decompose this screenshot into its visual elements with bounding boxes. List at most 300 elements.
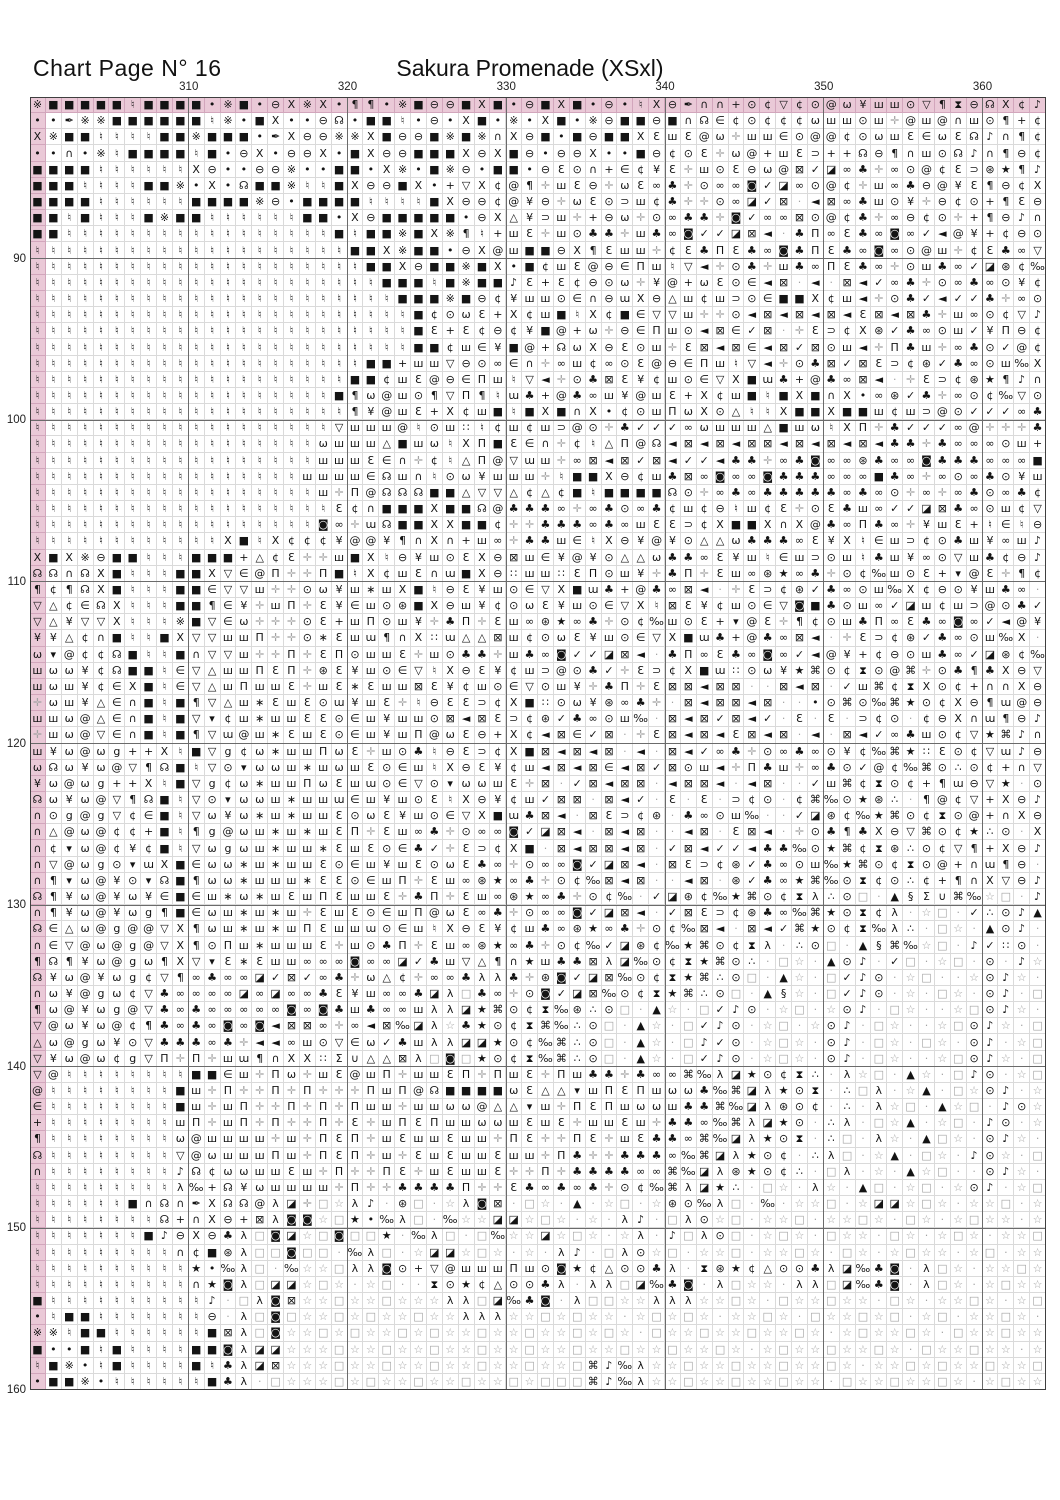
grid-cell: Ɛ <box>332 501 348 517</box>
grid-cell: ★ <box>379 1228 395 1244</box>
grid-cell: ♮ <box>379 339 395 355</box>
grid-cell: □ <box>824 986 840 1002</box>
grid-cell: ✓ <box>760 194 776 210</box>
grid-cell: Π <box>332 1164 348 1180</box>
grid-cell: @ <box>94 824 110 840</box>
grid-cell: ɯ <box>697 630 713 646</box>
grid-cell: λ <box>236 1261 252 1277</box>
grid-cell: ♣ <box>411 986 427 1002</box>
grid-cell: ш <box>856 501 872 517</box>
grid-cell: ¥ <box>840 744 856 760</box>
grid-cell: ш <box>427 1164 443 1180</box>
grid-cell: ⌘ <box>729 1115 745 1131</box>
grid-cell: ♮ <box>189 453 205 469</box>
grid-cell: ✓ <box>379 1034 395 1050</box>
grid-cell: ■ <box>30 162 46 178</box>
grid-cell: λ <box>570 1293 586 1309</box>
grid-cell: □ <box>887 1228 903 1244</box>
grid-cell: ⊙ <box>411 388 427 404</box>
grid-cell: □ <box>919 1196 935 1212</box>
grid-cell: ■ <box>554 113 570 129</box>
grid-cell: ⊛ <box>633 937 649 953</box>
grid-cell: △ <box>602 1261 618 1277</box>
grid-cell: ш <box>221 1099 237 1115</box>
grid-cell: ■ <box>189 113 205 129</box>
grid-cell: □ <box>348 1325 364 1341</box>
grid-cell: ⊠ <box>760 695 776 711</box>
grid-cell: ⊙ <box>649 210 665 226</box>
grid-cell: @ <box>808 372 824 388</box>
grid-cell: ¢ <box>379 566 395 582</box>
grid-cell: ★ <box>554 614 570 630</box>
grid-cell: ✓ <box>951 291 967 307</box>
grid-cell: ⊙ <box>602 275 618 291</box>
grid-cell: ♮ <box>173 388 189 404</box>
grid-cell: ⊛ <box>998 259 1014 275</box>
grid-cell: ▽ <box>967 792 983 808</box>
grid-cell: ♮ <box>30 388 46 404</box>
grid-cell: ⊙ <box>729 970 745 986</box>
grid-cell: + <box>332 614 348 630</box>
grid-cell: ■ <box>157 178 173 194</box>
grid-cell: ✛ <box>411 873 427 889</box>
grid-cell: ⊠ <box>633 760 649 776</box>
grid-cell: ¢ <box>427 453 443 469</box>
grid-cell: ω <box>109 970 125 986</box>
grid-cell: λ <box>236 1245 252 1261</box>
grid-cell: ☆ <box>760 1342 776 1358</box>
grid-cell: · <box>951 1245 967 1261</box>
grid-cell: • <box>443 113 459 129</box>
grid-cell: ш <box>506 420 522 436</box>
grid-cell: ✛ <box>395 1148 411 1164</box>
grid-cell: ♪ <box>713 1018 729 1034</box>
grid-cell: λ <box>760 1083 776 1099</box>
grid-cell: ⊖ <box>427 113 443 129</box>
grid-cell: ☆ <box>951 921 967 937</box>
grid-cell: • <box>30 145 46 161</box>
grid-cell: □ <box>395 1325 411 1341</box>
grid-cell: ♪ <box>1014 210 1030 226</box>
grid-cell: ☆ <box>1030 1099 1046 1115</box>
grid-cell: ■ <box>411 501 427 517</box>
grid-cell: · <box>760 1293 776 1309</box>
grid-cell: ¥ <box>729 550 745 566</box>
grid-cell: ✛ <box>395 1099 411 1115</box>
grid-cell: ш <box>665 1099 681 1115</box>
grid-cell: ✛ <box>602 1148 618 1164</box>
grid-cell: λ <box>490 970 506 986</box>
grid-cell: ⊠ <box>729 679 745 695</box>
grid-cell: ♣ <box>506 501 522 517</box>
grid-cell: Ɛ <box>554 1115 570 1131</box>
grid-cell: · <box>713 824 729 840</box>
grid-cell: ⌘ <box>665 1180 681 1196</box>
grid-cell: ◄ <box>363 1018 379 1034</box>
grid-cell: ш <box>935 242 951 258</box>
grid-cell: Ɛ <box>316 647 332 663</box>
grid-cell: ¢ <box>919 808 935 824</box>
grid-cell: ⌘ <box>538 1018 554 1034</box>
grid-cell: □ <box>776 954 792 970</box>
grid-cell: ■ <box>395 436 411 452</box>
grid-cell: ✓ <box>713 226 729 242</box>
grid-cell: ¢ <box>713 388 729 404</box>
grid-cell: ∈ <box>443 808 459 824</box>
grid-cell: ☊ <box>379 517 395 533</box>
stitch-grid-area <box>30 97 1046 1390</box>
grid-cell: ¢ <box>760 113 776 129</box>
grid-cell: λ <box>840 1067 856 1083</box>
grid-cell: ш <box>316 824 332 840</box>
grid-cell: · <box>570 1212 586 1228</box>
grid-cell: ¢ <box>109 840 125 856</box>
grid-cell: ♮ <box>141 339 157 355</box>
grid-cell: X <box>586 404 602 420</box>
grid-cell: ш <box>840 113 856 129</box>
grid-cell: ♣ <box>967 453 983 469</box>
grid-cell: ♮ <box>125 226 141 242</box>
grid-cell: ⧗ <box>792 1067 808 1083</box>
grid-cell: Π <box>221 1083 237 1099</box>
grid-cell: □ <box>729 1293 745 1309</box>
grid-cell: ♮ <box>363 323 379 339</box>
grid-cell: · <box>744 1245 760 1261</box>
grid-cell: ¢ <box>490 598 506 614</box>
grid-cell: ¢ <box>522 1002 538 1018</box>
grid-cell: ♮ <box>363 275 379 291</box>
grid-cell: Ɛ <box>856 630 872 646</box>
grid-cell: ♮ <box>252 259 268 275</box>
grid-cell: g <box>94 776 110 792</box>
grid-cell: ♮ <box>141 582 157 598</box>
grid-cell: ♮ <box>125 275 141 291</box>
grid-cell: ♮ <box>125 517 141 533</box>
grid-cell: ★ <box>522 954 538 970</box>
grid-cell: ♮ <box>157 1342 173 1358</box>
grid-cell: ♣ <box>744 533 760 549</box>
grid-cell: ◄ <box>633 857 649 873</box>
grid-cell: ⊃ <box>967 598 983 614</box>
grid-cell: ♮ <box>62 323 78 339</box>
grid-cell: ω <box>46 1002 62 1018</box>
grid-cell: @ <box>125 921 141 937</box>
grid-cell: ♣ <box>776 372 792 388</box>
grid-cell: X <box>1014 630 1030 646</box>
grid-cell: ω <box>363 388 379 404</box>
grid-cell: ♮ <box>173 1277 189 1293</box>
grid-cell: · <box>935 970 951 986</box>
grid-cell: ш <box>697 760 713 776</box>
grid-cell: · <box>903 1051 919 1067</box>
grid-cell: ■ <box>348 145 364 161</box>
grid-cell: Ɛ <box>713 550 729 566</box>
grid-cell: · <box>760 679 776 695</box>
grid-cell: ⌘ <box>713 1099 729 1115</box>
grid-cell: Ɛ <box>729 727 745 743</box>
grid-cell: ω <box>586 323 602 339</box>
grid-cell: ¢ <box>617 404 633 420</box>
grid-cell: ¢ <box>125 1018 141 1034</box>
grid-cell: ☊ <box>30 921 46 937</box>
grid-cell: ♮ <box>363 339 379 355</box>
grid-cell: @ <box>744 145 760 161</box>
grid-cell: ω <box>46 695 62 711</box>
grid-cell: ♮ <box>570 307 586 323</box>
grid-cell: ◙ <box>316 517 332 533</box>
grid-cell: ∞ <box>570 1180 586 1196</box>
grid-cell: ш <box>570 1067 586 1083</box>
grid-cell: □ <box>332 1261 348 1277</box>
grid-cell: ⊙ <box>808 937 824 953</box>
grid-cell: ♮ <box>141 259 157 275</box>
grid-cell: ♮ <box>284 275 300 291</box>
grid-cell: ✓ <box>887 598 903 614</box>
grid-cell: @ <box>141 921 157 937</box>
grid-cell: □ <box>538 1212 554 1228</box>
grid-cell: ∗ <box>252 889 268 905</box>
grid-cell: ш <box>459 598 475 614</box>
grid-cell: ∞ <box>602 356 618 372</box>
grid-cell: Π <box>395 937 411 953</box>
grid-cell: ♮ <box>46 1083 62 1099</box>
grid-cell: ⊖ <box>411 259 427 275</box>
grid-cell: ∞ <box>665 582 681 598</box>
grid-cell: + <box>856 647 872 663</box>
grid-cell: • <box>205 97 221 113</box>
grid-cell: @ <box>490 501 506 517</box>
grid-cell: λ <box>744 1131 760 1147</box>
grid-cell: · <box>808 970 824 986</box>
grid-cell: X <box>506 695 522 711</box>
grid-cell: @ <box>221 824 237 840</box>
grid-cell: ♪ <box>998 970 1014 986</box>
grid-cell: ✓ <box>586 905 602 921</box>
grid-cell: ♮ <box>268 259 284 275</box>
grid-cell: ⊖ <box>1014 323 1030 339</box>
grid-cell: ¢ <box>919 582 935 598</box>
grid-cell: ♣ <box>411 889 427 905</box>
grid-cell: ∞ <box>983 436 999 452</box>
grid-cell: ♣ <box>697 1083 713 1099</box>
grid-cell: ▽ <box>205 647 221 663</box>
grid-cell: ■ <box>221 550 237 566</box>
grid-cell: · <box>903 1277 919 1293</box>
grid-cell: ¢ <box>935 695 951 711</box>
grid-cell: ⊙ <box>967 388 983 404</box>
grid-cell: ◄ <box>697 259 713 275</box>
grid-cell: ¢ <box>490 420 506 436</box>
grid-cell: ♮ <box>252 436 268 452</box>
grid-cell: ■ <box>744 388 760 404</box>
grid-cell: ¢ <box>871 905 887 921</box>
grid-cell: ♮ <box>284 210 300 226</box>
grid-cell: Ɛ <box>506 1180 522 1196</box>
grid-cell: ♪ <box>967 937 983 953</box>
grid-cell: □ <box>824 970 840 986</box>
grid-cell: @ <box>935 178 951 194</box>
grid-cell: ш <box>776 259 792 275</box>
grid-cell: ♮ <box>252 517 268 533</box>
grid-cell: ♣ <box>633 1067 649 1083</box>
grid-cell: ◪ <box>887 1196 903 1212</box>
grid-cell: ω <box>62 727 78 743</box>
grid-cell: ■ <box>173 711 189 727</box>
grid-cell: ☆ <box>951 1180 967 1196</box>
grid-cell: ♪ <box>983 1115 999 1131</box>
grid-cell: ‰ <box>792 840 808 856</box>
grid-cell: ⊖ <box>554 145 570 161</box>
grid-cell: ⊙ <box>856 695 872 711</box>
grid-cell: · <box>506 1196 522 1212</box>
grid-cell: @ <box>744 630 760 646</box>
grid-cell: X <box>998 840 1014 856</box>
grid-cell: ♮ <box>109 469 125 485</box>
grid-cell: ☆ <box>713 1325 729 1341</box>
grid-cell: ▽ <box>157 921 173 937</box>
grid-cell: ¢ <box>951 372 967 388</box>
grid-cell: ♣ <box>649 1148 665 1164</box>
grid-cell: · <box>887 986 903 1002</box>
grid-cell: ✓ <box>744 873 760 889</box>
grid-cell: ✛ <box>998 420 1014 436</box>
grid-cell: Σ <box>919 889 935 905</box>
grid-cell: ш <box>729 808 745 824</box>
grid-cell: ♮ <box>62 1293 78 1309</box>
grid-cell: · <box>856 1115 872 1131</box>
grid-cell: ◄ <box>808 194 824 210</box>
grid-cell: ∞ <box>951 630 967 646</box>
grid-cell: · <box>586 1196 602 1212</box>
grid-cell: ш <box>379 1148 395 1164</box>
grid-cell: □ <box>967 1099 983 1115</box>
grid-cell: ♮ <box>300 291 316 307</box>
grid-cell: ♮ <box>141 533 157 549</box>
grid-cell: ш <box>268 1164 284 1180</box>
grid-cell: ш <box>459 1115 475 1131</box>
grid-cell: □ <box>871 1115 887 1131</box>
grid-cell: ⊖ <box>1014 663 1030 679</box>
grid-cell: X <box>602 533 618 549</box>
grid-cell: ш <box>871 113 887 129</box>
grid-cell: ш <box>395 792 411 808</box>
grid-cell: ∞ <box>490 986 506 1002</box>
grid-cell: ☆ <box>395 1342 411 1358</box>
grid-cell: ⊖ <box>522 145 538 161</box>
grid-cell: X <box>951 695 967 711</box>
grid-cell: ω <box>125 905 141 921</box>
grid-cell: ¥ <box>236 598 252 614</box>
grid-cell: ‰ <box>871 744 887 760</box>
grid-cell: ■ <box>109 97 125 113</box>
grid-cell: · <box>998 1034 1014 1050</box>
grid-cell: ☆ <box>300 1277 316 1293</box>
grid-cell: • <box>252 129 268 145</box>
grid-cell: ♮ <box>125 242 141 258</box>
grid-cell: □ <box>1030 1067 1046 1083</box>
grid-cell: ¥ <box>856 97 872 113</box>
grid-cell: ⊙ <box>776 1261 792 1277</box>
grid-cell: ✛ <box>300 1196 316 1212</box>
grid-cell: ♪ <box>967 145 983 161</box>
grid-cell: ⊙ <box>586 889 602 905</box>
grid-cell: △ <box>490 1277 506 1293</box>
grid-cell: X <box>30 129 46 145</box>
grid-cell: · <box>411 1277 427 1293</box>
grid-cell: X <box>824 404 840 420</box>
grid-cell: ♮ <box>221 469 237 485</box>
grid-cell: ⊛ <box>744 905 760 921</box>
grid-cell: + <box>443 323 459 339</box>
grid-cell: ◪ <box>570 986 586 1002</box>
grid-cell: ◙ <box>760 647 776 663</box>
grid-cell: ♣ <box>554 517 570 533</box>
grid-cell: ⊙ <box>840 905 856 921</box>
grid-cell: ∩ <box>30 905 46 921</box>
grid-cell: ♣ <box>665 1131 681 1147</box>
grid-cell: ш <box>808 857 824 873</box>
grid-cell: ⊛ <box>983 162 999 178</box>
grid-cell: □ <box>792 1002 808 1018</box>
grid-cell: ɯ <box>998 695 1014 711</box>
grid-cell: ■ <box>490 404 506 420</box>
grid-cell: ☆ <box>1014 1309 1030 1325</box>
grid-cell: Π <box>744 760 760 776</box>
row-tick-label: 90 <box>13 252 26 265</box>
grid-cell: ω <box>649 1099 665 1115</box>
grid-cell: ♮ <box>78 501 94 517</box>
grid-cell: Ɛ <box>649 679 665 695</box>
grid-cell: Ɛ <box>490 1164 506 1180</box>
grid-cell: ш <box>1030 469 1046 485</box>
grid-cell: ω <box>46 663 62 679</box>
grid-cell: @ <box>125 1002 141 1018</box>
grid-cell: ☆ <box>792 970 808 986</box>
grid-cell: ⧗ <box>792 889 808 905</box>
grid-cell: ш <box>538 420 554 436</box>
grid-cell: ♣ <box>522 533 538 549</box>
grid-cell: ♮ <box>252 420 268 436</box>
grid-cell: ∩ <box>125 727 141 743</box>
grid-cell: ш <box>236 711 252 727</box>
grid-cell: X <box>173 921 189 937</box>
grid-cell: ♮ <box>300 275 316 291</box>
grid-cell: □ <box>856 1083 872 1099</box>
grid-cell: ♮ <box>236 356 252 372</box>
grid-cell: ¶ <box>1014 566 1030 582</box>
grid-cell: ■ <box>411 517 427 533</box>
grid-cell: ∞ <box>951 420 967 436</box>
grid-cell: ☆ <box>379 1309 395 1325</box>
grid-cell: ∞ <box>300 986 316 1002</box>
grid-cell: g <box>141 905 157 921</box>
grid-cell: ♪ <box>998 1083 1014 1099</box>
grid-cell: ◙ <box>729 210 745 226</box>
grid-cell: ♮ <box>125 97 141 113</box>
grid-cell: ✛ <box>300 679 316 695</box>
grid-cell: • <box>236 113 252 129</box>
grid-cell: ♮ <box>205 533 221 549</box>
grid-cell: ∈ <box>395 663 411 679</box>
grid-cell: ☆ <box>808 1196 824 1212</box>
grid-cell: ♮ <box>173 259 189 275</box>
grid-cell: ш <box>506 242 522 258</box>
grid-cell: ☆ <box>792 954 808 970</box>
grid-cell: ✛ <box>268 1131 284 1147</box>
grid-cell: ☆ <box>760 1212 776 1228</box>
grid-cell: Ɛ <box>475 760 491 776</box>
grid-cell: ☆ <box>332 1325 348 1341</box>
